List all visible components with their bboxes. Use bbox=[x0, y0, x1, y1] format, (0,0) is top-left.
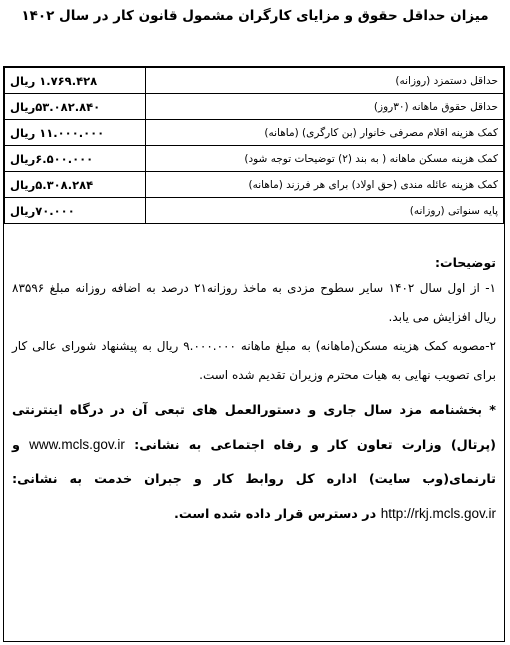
row-value: ۵۳.۰۸۲.۸۴۰ریال bbox=[5, 94, 146, 120]
website-url-link[interactable]: http://rkj.mcls.gov.ir bbox=[380, 506, 496, 521]
notes-section bbox=[12, 251, 496, 532]
row-value: ۱۱.۰۰۰.۰۰۰ ریال bbox=[5, 120, 146, 146]
row-value: ۵.۳۰۸.۲۸۴ریال bbox=[5, 172, 146, 198]
announcement-text-1: * بخشنامه مزد سال جاری و دستورالعمل های تبعی آن در درگاه اینترنتی (پرتال) وزارت تعاون کار و رفاه اجتماعی به نشانی: bbox=[12, 403, 496, 453]
announcement-text-2: و تارنمای(وب سایت) اداره کل روابط کار و جبران خدمت به نشانی: bbox=[12, 438, 496, 487]
row-label: پایه سنواتی (روزانه) bbox=[146, 198, 504, 224]
wage-table bbox=[4, 67, 504, 224]
table-row bbox=[5, 94, 504, 120]
content-frame bbox=[3, 66, 505, 642]
note-item-2: ۲-مصوبه کمک هزینه مسکن(ماهانه) به مبلغ ماهانه ۹.۰۰۰.۰۰۰ ریال به پیشنهاد شورای عالی کار برای تصویب نهایی به هیات محترم وزیران تقدیم شده است. bbox=[12, 339, 496, 382]
row-label: کمک هزینه اقلام مصرفی خانوار (بن کارگری) (ماهانه) bbox=[146, 120, 504, 146]
table-row bbox=[5, 120, 504, 146]
table-row bbox=[5, 172, 504, 198]
table-row bbox=[5, 198, 504, 224]
page-title: میزان حداقل حقوق و مزایای کارگران مشمول قانون کار در سال ۱۴۰۲ bbox=[21, 8, 489, 24]
notes-heading: توضیحات: bbox=[435, 255, 496, 270]
row-value: ۶.۵۰۰.۰۰۰ریال bbox=[5, 146, 146, 172]
row-value: ۱.۷۶۹.۴۲۸ ریال bbox=[5, 68, 146, 94]
table-row bbox=[5, 68, 504, 94]
table-row bbox=[5, 146, 504, 172]
announcement bbox=[12, 394, 496, 532]
row-label: کمک هزینه مسکن ماهانه ( به بند (۲) توضیحات توجه شود) bbox=[146, 146, 504, 172]
announcement-text-3: در دسترس قرار داده شده است. bbox=[173, 507, 377, 522]
row-label: کمک هزینه عائله مندی (حق اولاد) برای هر فرزند (ماهانه) bbox=[146, 172, 504, 198]
note-item-1: ۱- از اول سال ۱۴۰۲ سایر سطوح مزدی به ماخذ روزانه۲۱ درصد به اضافه روزانه مبلغ ۸۳۵۹۶ ریال افزایش می یابد. bbox=[12, 281, 496, 324]
portal-url-link[interactable]: www.mcls.gov.ir bbox=[29, 437, 125, 452]
row-value: ۷۰.۰۰۰ریال bbox=[5, 198, 146, 224]
row-label: حداقل حقوق ماهانه (۳۰روز) bbox=[146, 94, 504, 120]
row-label: حداقل دستمزد (روزانه) bbox=[146, 68, 504, 94]
